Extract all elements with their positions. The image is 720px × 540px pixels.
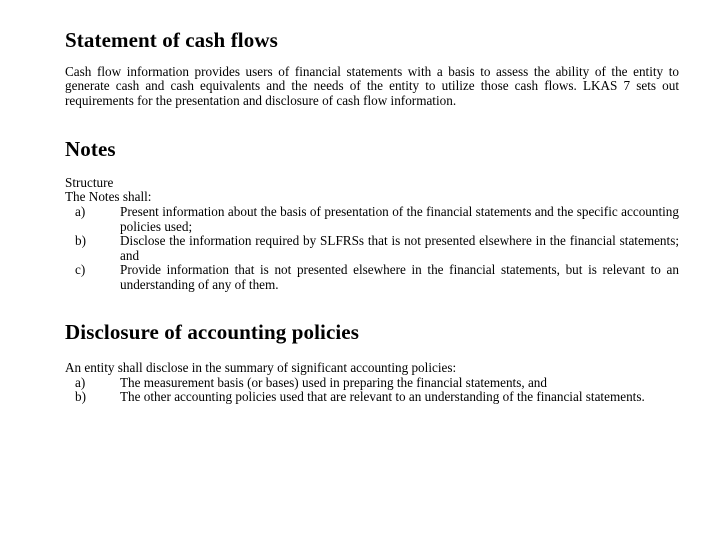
list-marker: b) — [75, 233, 86, 249]
list-item-text: Present information about the basis of presentation of the financial statements and the specific accounting policies used; — [120, 204, 679, 234]
list-item-text: The other accounting policies used that are relevant to an understanding of the financial statements. — [120, 389, 645, 405]
label-structure: Structure — [65, 174, 114, 190]
list-marker: b) — [75, 389, 86, 405]
disclosure-policies-list — [65, 376, 679, 405]
list-item — [65, 205, 679, 234]
list-item — [65, 390, 679, 405]
heading-statement-of-cash-flows: Statement of cash flows — [65, 28, 278, 52]
document-content-column — [65, 0, 679, 405]
heading-disclosure-of-accounting-policies: Disclosure of accounting policies — [65, 319, 359, 344]
list-marker: a) — [75, 374, 86, 390]
lead-in-an-entity-shall-disclose: An entity shall disclose in the summary of significant accounting policies: — [65, 360, 457, 376]
list-item-text: Provide information that is not presented elsewhere in the financial statements, but is relevant to an understanding of any of them. — [120, 262, 679, 292]
list-item-text: The measurement basis (or bases) used in preparing the financial statements, and — [120, 374, 547, 390]
section-cash-flows — [65, 29, 679, 53]
cash-flows-paragraph-block — [65, 65, 679, 109]
list-item — [65, 234, 679, 263]
heading-notes: Notes — [65, 137, 116, 162]
list-marker: a) — [75, 204, 86, 219]
section-notes — [65, 138, 679, 162]
list-item — [65, 263, 679, 292]
section-disclosure-of-accounting-policies — [65, 321, 679, 345]
paragraph-cash-flow-information: Cash flow information provides users of financial statements with a basis to assess the ability of the entity to generate cash and cash equivalents and the needs of the entity to utilize those cash flows. LKAS 7 sets out requirements for the presentation and disclosure of cash flow information. — [65, 63, 679, 108]
list-item-text: Disclose the information required by SLFRSs that is not presented elsewhere in the financial statements; and — [120, 233, 679, 263]
disclosure-lead-in-block — [65, 361, 679, 376]
lead-in-the-notes-shall: The Notes shall: — [65, 189, 152, 205]
list-marker: c) — [75, 262, 86, 278]
notes-structure-block — [65, 176, 679, 205]
notes-requirements-list — [65, 205, 679, 293]
list-item — [65, 376, 679, 391]
